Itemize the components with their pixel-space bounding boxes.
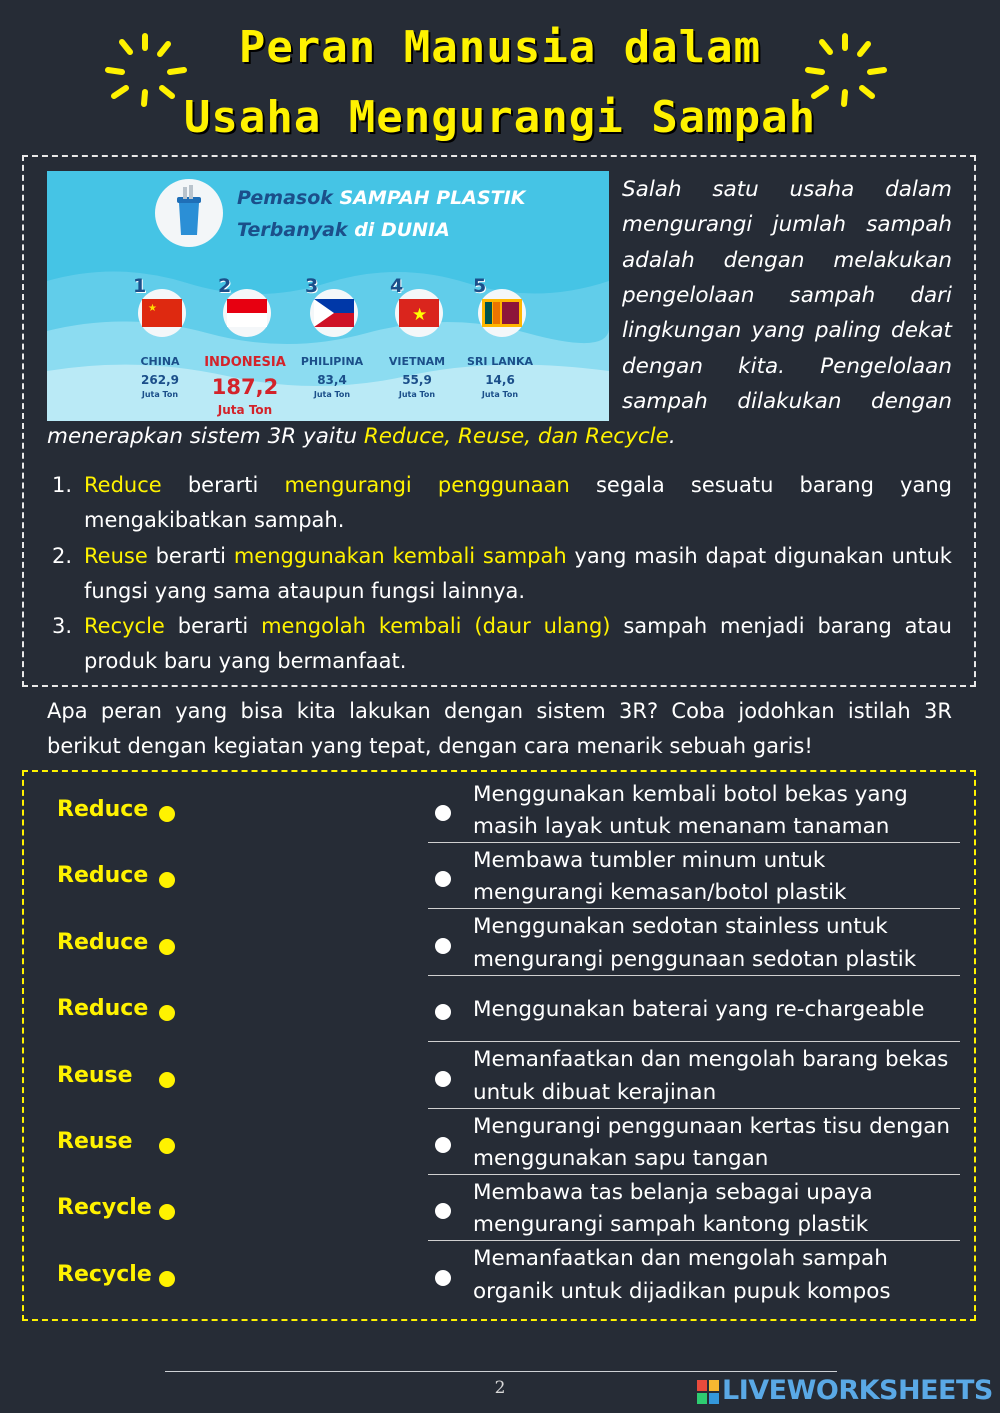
- country-rank: 2: [218, 275, 232, 297]
- match-right-dot[interactable]: [435, 938, 451, 954]
- svg-text:★: ★: [412, 305, 428, 325]
- page-title-line2: Usaha Mengurangi Sampah: [183, 92, 817, 143]
- match-left-label: Reduce: [57, 863, 149, 889]
- intro-line: lingkungan yang paling dekat: [622, 318, 952, 344]
- match-left-dot[interactable]: [159, 1271, 175, 1287]
- match-row-divider: [428, 908, 960, 909]
- list-mid: berarti: [177, 614, 249, 639]
- match-left-label: Reduce: [57, 929, 149, 955]
- list-rest: segala sesuatu barang yang mengakibatkan sampah.: [84, 473, 952, 533]
- match-left-dot[interactable]: [159, 1138, 175, 1154]
- sun-doodle-icon: [800, 30, 890, 120]
- match-row-divider: [428, 1041, 960, 1042]
- intro-3r-highlight: Reduce, Reuse, dan Recycle: [363, 424, 669, 449]
- country-unit: Juta Ton: [398, 390, 436, 399]
- list-highlight: mengurangi penggunaan: [284, 473, 570, 497]
- list-term: Reduce: [84, 473, 162, 497]
- match-right-text: Membawa tas belanja sebagai upaya mengurangi sampah kantong plastik: [473, 1179, 873, 1238]
- country-rank: 4: [390, 275, 404, 297]
- match-right-activity: [473, 1177, 953, 1241]
- match-row-divider: [428, 1108, 960, 1109]
- match-row-divider: [428, 975, 960, 976]
- match-right-activity: [473, 1111, 953, 1175]
- country-name: SRI LANKA: [466, 355, 534, 368]
- list-term: Recycle: [84, 614, 165, 639]
- list-number: 1.: [52, 473, 73, 497]
- intro-line: pengelolaan sampah dari: [622, 282, 952, 308]
- match-right-activity: [473, 779, 953, 843]
- footer-line: [165, 1371, 837, 1372]
- infographic-heading-di: di: [354, 219, 375, 241]
- intro-line: dengan kita. Pengelolaan: [622, 353, 952, 379]
- flag-icon: [399, 299, 439, 327]
- match-row-divider: [428, 842, 960, 843]
- match-left-dot[interactable]: [159, 939, 175, 955]
- list-highlight: mengolah kembali (daur ulang): [261, 614, 611, 639]
- match-left-dot[interactable]: [159, 1072, 175, 1088]
- list-number: 2.: [52, 543, 73, 568]
- flag-icon: [227, 299, 267, 327]
- match-right-text: Memanfaatkan dan mengolah barang bekas untuk dibuat kerajinan: [473, 1047, 949, 1105]
- country-rank: 1: [133, 275, 147, 297]
- match-right-activity: [473, 912, 953, 976]
- 3r-definition-list: [52, 468, 952, 680]
- match-row-divider: [428, 1174, 960, 1175]
- list-rest: sampah menjadi barang atau produk baru yang bermanfaat.: [84, 614, 952, 674]
- country-name: VIETNAM: [388, 355, 446, 368]
- list-mid: berarti: [187, 473, 259, 497]
- flag-icon: [142, 299, 182, 327]
- match-right-dot[interactable]: [435, 1071, 451, 1087]
- country-rank: 3: [305, 275, 319, 297]
- country-value: 187,2: [211, 375, 279, 399]
- intro-last-prefix: menerapkan sistem 3R yaitu: [47, 424, 357, 449]
- country-sri-lanka: [455, 269, 545, 419]
- match-left-label: Reuse: [57, 1129, 133, 1154]
- list-rest: yang masih dapat digunakan untuk fungsi yang sama ataupun fungsi lainnya.: [84, 543, 952, 603]
- intro-line: mengurangi jumlah sampah: [622, 212, 952, 238]
- country-indonesia: [200, 269, 290, 419]
- list-mid: berarti: [155, 543, 227, 568]
- infographic-heading-dunia: DUNIA: [380, 219, 450, 241]
- country-rank: 5: [473, 275, 487, 297]
- country-vietnam: [372, 269, 462, 419]
- match-right-text: Menggunakan baterai yang re-chargeable: [473, 996, 925, 1022]
- match-right-activity: [473, 845, 953, 909]
- match-right-activity: [473, 1045, 953, 1109]
- country-unit: Juta Ton: [217, 403, 273, 417]
- country-china: [115, 269, 205, 419]
- liveworksheets-brand[interactable]: LIVEWORKSHEETS: [722, 1375, 993, 1406]
- country-value: 55,9: [402, 373, 432, 387]
- liveworksheets-logo-icon: [697, 1380, 719, 1404]
- question-text: Apa peran yang bisa kita lakukan dengan sistem 3R? Coba jodohkan istilah 3R berikut dengan kegiatan yang tepat, dengan cara menarik sebuah garis!: [47, 699, 952, 759]
- match-right-text: Membawa tumbler minum untuk mengurangi kemasan/botol plastik: [473, 847, 847, 906]
- list-highlight: menggunakan kembali sampah: [233, 543, 567, 568]
- match-right-text: Mengurangi penggunaan kertas tisu dengan menggunakan sapu tangan: [473, 1113, 951, 1171]
- country-unit: Juta Ton: [313, 390, 351, 399]
- country-value: 262,9: [141, 373, 179, 387]
- match-left-label: Reuse: [57, 1062, 133, 1088]
- list-item-reuse: [52, 539, 952, 610]
- infographic-heading-highlight: SAMPAH PLASTIK: [339, 187, 526, 209]
- match-right-text: Menggunakan kembali botol bekas yang masih layak untuk menanam tanaman: [473, 781, 908, 839]
- plastic-waste-infographic: [47, 171, 609, 421]
- match-left-dot[interactable]: [159, 806, 175, 822]
- page-title-line1: Peran Manusia dalam: [238, 22, 762, 73]
- match-row-divider: [428, 1240, 960, 1241]
- country-unit: Juta Ton: [141, 390, 179, 399]
- country-name: INDONESIA: [204, 355, 286, 370]
- list-item-reduce: [52, 468, 952, 539]
- intro-line: sampah dilakukan dengan: [622, 388, 952, 414]
- intro-last-line: [47, 419, 952, 454]
- match-right-dot[interactable]: [435, 805, 451, 821]
- intro-last-suffix: .: [668, 424, 676, 449]
- svg-text:★: ★: [148, 303, 157, 314]
- match-left-label: Recycle: [57, 1261, 152, 1287]
- match-left-label: Reduce: [57, 797, 149, 822]
- country-name: CHINA: [140, 355, 180, 368]
- country-value: 14,6: [485, 373, 515, 387]
- recycle-bin-icon: [155, 179, 223, 247]
- match-left-label: Recycle: [57, 1195, 152, 1221]
- infographic-heading-terbanyak: Terbanyak: [237, 219, 348, 241]
- flag-icon: [314, 299, 354, 327]
- match-left-label: Reduce: [57, 996, 149, 1022]
- intro-line: Salah satu usaha dalam: [622, 177, 952, 202]
- match-right-activity: [473, 1244, 953, 1308]
- page-number: 2: [494, 1378, 506, 1398]
- country-name: PHILIPINA: [300, 355, 364, 368]
- country-value: 83,4: [317, 373, 347, 387]
- match-right-activity: [473, 978, 953, 1042]
- list-item-recycle: [52, 609, 952, 680]
- match-right-text: Menggunakan sedotan stainless untuk mengurangi penggunaan sedotan plastik: [473, 914, 917, 972]
- match-right-dot[interactable]: [435, 1270, 451, 1286]
- intro-line: adalah dengan melakukan: [622, 247, 952, 273]
- flag-icon: [482, 299, 522, 327]
- sun-doodle-icon: [100, 30, 190, 120]
- infographic-heading-prefix: Pemasok: [237, 187, 333, 209]
- list-term: Reuse: [84, 543, 148, 568]
- match-right-text: Memanfaatkan dan mengolah sampah organik untuk dijadikan pupuk kompos: [473, 1246, 891, 1304]
- country-philipina: [287, 269, 377, 419]
- match-right-dot[interactable]: [435, 1137, 451, 1153]
- list-number: 3.: [52, 614, 73, 639]
- country-unit: Juta Ton: [481, 390, 519, 399]
